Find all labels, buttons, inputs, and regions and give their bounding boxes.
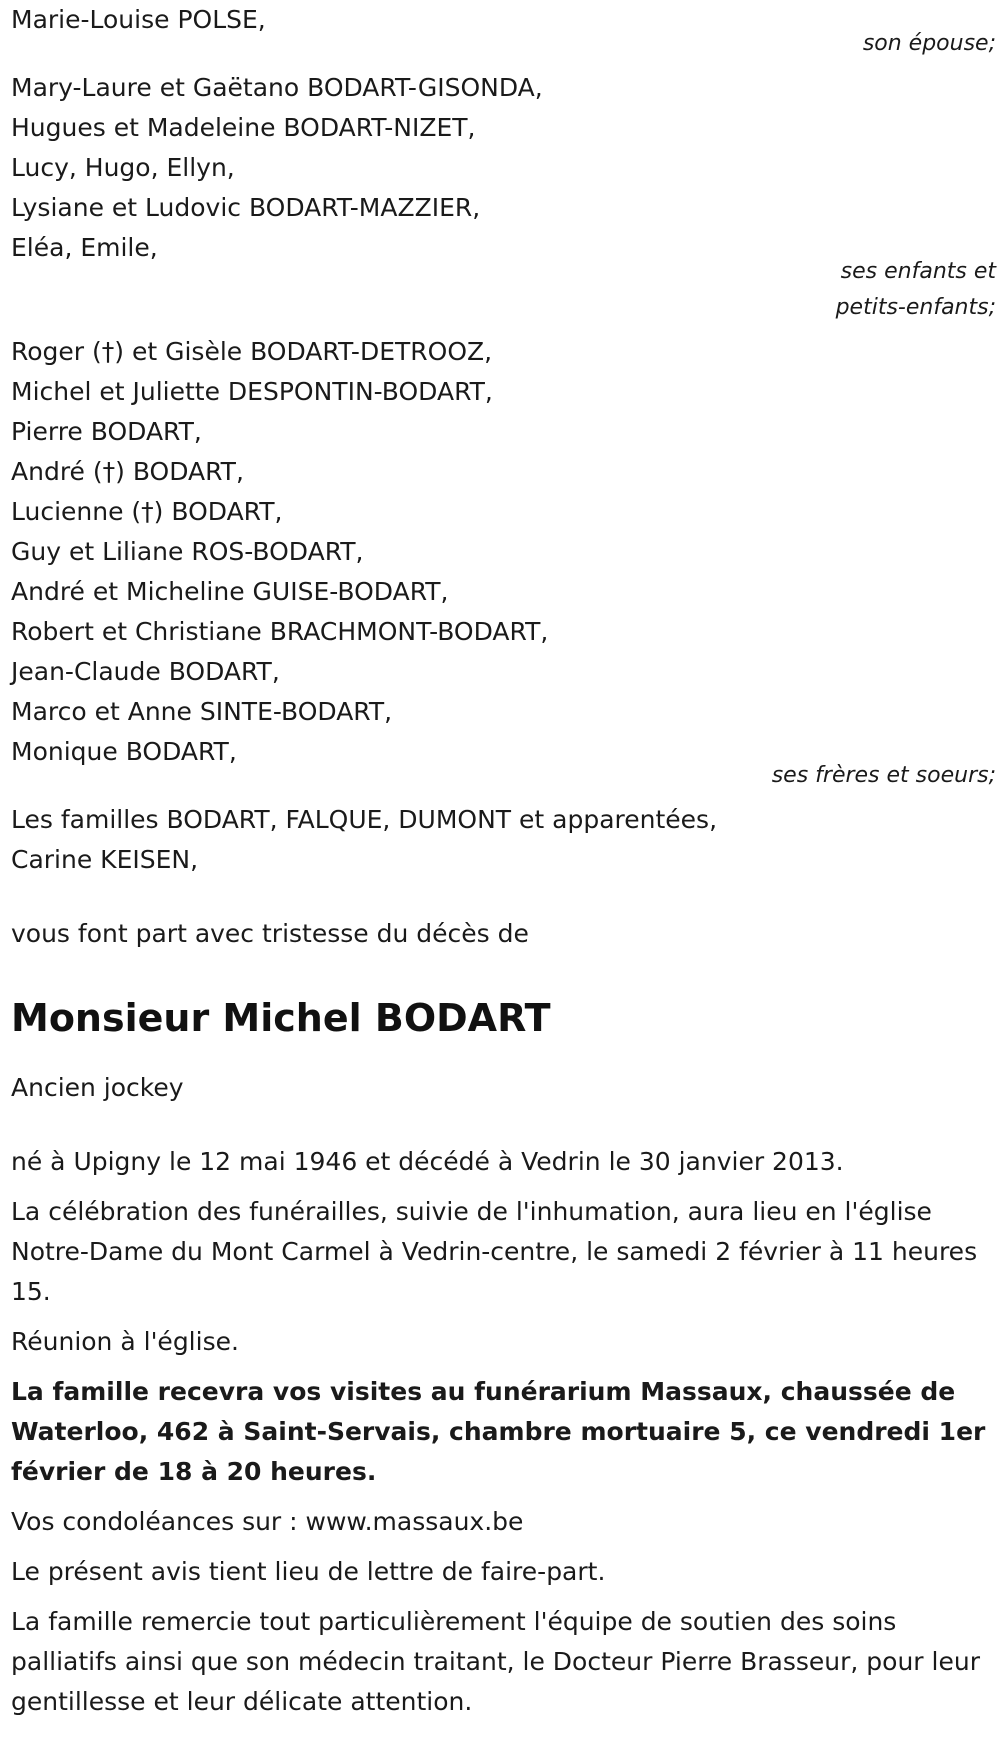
visits-info: La famille recevra vos visites au funérarium Massaux, chaussée de Waterloo, 462 à Saint-Servais, chambre mortuaire 5, ce vendredi 1er février de 18 à 20 heures. [11,1377,986,1486]
spouse-section [11,0,996,64]
deceased-name: Monsieur Michel BODART [11,996,551,1040]
obituary-content [11,0,996,1722]
children-relation: ses enfants et [840,259,996,284]
sibling-name: Pierre BODART, [11,417,202,446]
sibling-name: Robert et Christiane BRACHMONT-BODART, [11,617,549,646]
sibling-name: Roger (†) et Gisèle BODART-DETROOZ, [11,337,493,366]
children-relation: petits-enfants; [835,295,996,320]
meeting-info: Réunion à l'église. [11,1327,239,1356]
sibling-name: Michel et Juliette DESPONTIN-BODART, [11,377,493,406]
spouse-relation: son épouse; [862,31,996,56]
birth-death-info: né à Upigny le 12 mai 1946 et décédé à Vedrin le 30 janvier 2013. [11,1147,844,1176]
child-name: Lucy, Hugo, Ellyn, [11,153,235,182]
sibling-name: André et Micheline GUISE-BODART, [11,577,449,606]
other-relatives: Les familles BODART, FALQUE, DUMONT et apparentées, [11,805,718,834]
child-name: Eléa, Emile, [11,233,158,262]
sibling-name: Lucienne (†) BODART, [11,497,283,526]
children-section [11,68,996,328]
announcement-text: vous font part avec tristesse du décès de [11,919,529,948]
sibling-name: Marco et Anne SINTE-BODART, [11,697,393,726]
notice-text: Le présent avis tient lieu de lettre de faire-part. [11,1557,606,1586]
spouse-name: Marie-Louise POLSE, [11,5,266,34]
thanks-text: La famille remercie tout particulièrement l'équipe de soutien des soins palliatifs ainsi que son médecin traitant, le Docteur Pierre Brasseur, pour leur gentillesse et leur délicate attention. [11,1607,980,1716]
child-name: Hugues et Madeleine BODART-NIZET, [11,113,476,142]
condolences-info: Vos condoléances sur : www.massaux.be [11,1507,524,1536]
other-relatives: Carine KEISEN, [11,845,199,874]
siblings-relation: ses frères et soeurs; [771,763,996,788]
sibling-name: Jean-Claude BODART, [11,657,280,686]
child-name: Mary-Laure et Gaëtano BODART-GISONDA, [11,73,543,102]
others-section [11,800,996,880]
child-name: Lysiane et Ludovic BODART-MAZZIER, [11,193,481,222]
sibling-name: Monique BODART, [11,737,237,766]
sibling-name: André (†) BODART, [11,457,244,486]
siblings-section [11,332,996,796]
ceremony-info: La célébration des funérailles, suivie de l'inhumation, aura lieu en l'église Notre-Dame du Mont Carmel à Vedrin-centre, le samedi 2 février à 11 heures 15. [11,1197,978,1306]
occupation: Ancien jockey [11,1073,184,1102]
sibling-name: Guy et Liliane ROS-BODART, [11,537,364,566]
